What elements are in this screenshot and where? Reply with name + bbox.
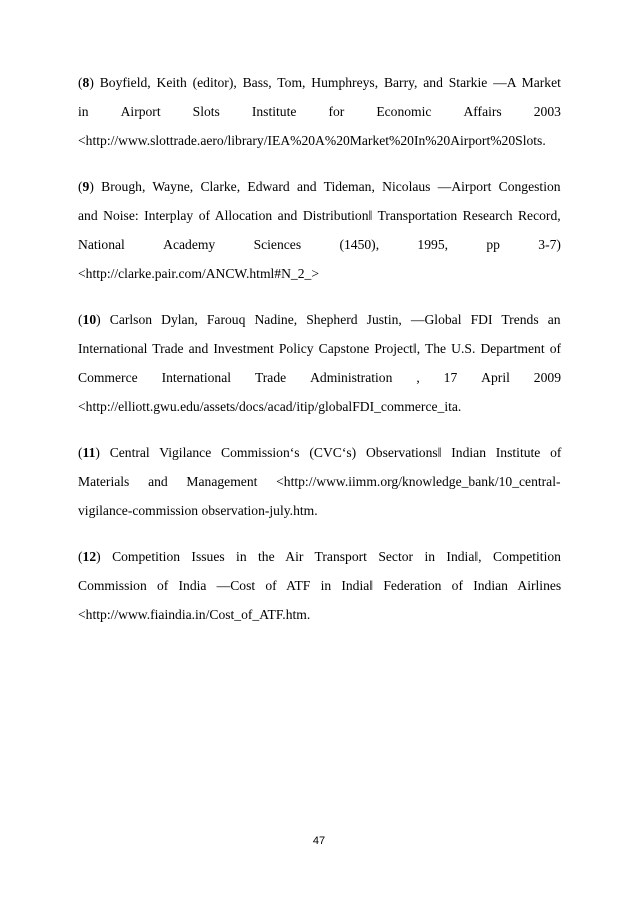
reference-word: 17 [443, 370, 458, 385]
reference-line: (10) Carlson Dylan, Farouq Nadine, Shepherd Justin, ―Global FDI Trends an [78, 312, 561, 327]
reference-word: Commerce [78, 370, 138, 385]
reference-text: Competition Issues in the Air Transport Sector in India‖, Competition [112, 549, 561, 564]
reference-word: in [78, 104, 89, 119]
reference-number: 9 [82, 179, 90, 194]
reference-line [78, 97, 561, 126]
reference-line: (11) Central Vigilance Commission‘s (CVC‘s) Observations‖ Indian Institute of [78, 445, 562, 460]
reference-line [78, 259, 561, 288]
reference-word: pp [486, 237, 500, 252]
reference-word: International [161, 370, 232, 385]
reference-entry [78, 542, 561, 629]
reference-word: April [481, 370, 510, 385]
reference-word: National [78, 237, 125, 252]
reference-word: 1995, [417, 237, 449, 252]
page-number: 47 [312, 835, 326, 847]
reference-line [78, 201, 561, 230]
reference-word: Sciences [253, 237, 302, 252]
reference-text: vigilance-commission observation-july.htm. [78, 503, 318, 518]
reference-list [78, 68, 561, 646]
reference-word: Slots [192, 104, 220, 119]
reference-number: 12 [82, 549, 97, 564]
reference-entry [78, 438, 561, 525]
reference-line [78, 600, 561, 629]
reference-number: 8 [82, 75, 90, 90]
reference-text: Carlson Dylan, Farouq Nadine, Shepherd Justin, ―Global FDI Trends an [109, 312, 561, 327]
reference-text: Commission of India ―Cost of ATF in India‖ Federation of Indian Airlines [78, 578, 562, 593]
reference-word: 2003 [533, 104, 561, 119]
reference-text: <http://www.slottrade.aero/library/IEA%20A%20Market%20In%20Airport%20Slots. [78, 133, 546, 148]
reference-line [78, 496, 561, 525]
reference-text: <http://elliott.gwu.edu/assets/docs/acad/itip/globalFDI_commerce_ita. [78, 399, 462, 414]
reference-text: and Noise: Interplay of Allocation and Distribution‖ Transportation Research Record, [78, 208, 561, 223]
reference-line [78, 467, 561, 496]
reference-line: (9) Brough, Wayne, Clarke, Edward and Tideman, Nicolaus ―Airport Congestion [78, 179, 561, 194]
reference-word: 3-7) [538, 237, 561, 252]
reference-word: Institute [251, 104, 297, 119]
reference-line: (8) Boyfield, Keith (editor), Bass, Tom, Humphreys, Barry, and Starkie ―A Market [78, 75, 561, 90]
reference-text: <http://clarke.pair.com/ANCW.html#N_2_> [78, 266, 319, 281]
reference-word: Affairs [463, 104, 502, 119]
reference-line [78, 126, 561, 155]
reference-word: , [416, 370, 420, 385]
reference-line: (12) Competition Issues in the Air Transport Sector in India‖, Competition [78, 549, 561, 564]
reference-text: Boyfield, Keith (editor), Bass, Tom, Humphreys, Barry, and Starkie ―A Market [99, 75, 561, 90]
reference-line [78, 571, 561, 600]
reference-text: Brough, Wayne, Clarke, Edward and Tideman, Nicolaus ―Airport Congestion [101, 179, 561, 194]
reference-text: Central Vigilance Commission‘s (CVC‘s) Observations‖ Indian Institute of [109, 445, 562, 460]
reference-entry [78, 305, 561, 421]
reference-text: <http://www.fiaindia.in/Cost_of_ATF.htm. [78, 607, 311, 622]
reference-word: 2009 [533, 370, 561, 385]
reference-line [78, 334, 561, 363]
reference-text: International Trade and Investment Policy Capstone Project‖, The U.S. Department of [78, 341, 562, 356]
reference-number: 11 [82, 445, 96, 460]
reference-word: Economic [376, 104, 432, 119]
reference-line [78, 230, 561, 259]
reference-word: Administration [310, 370, 393, 385]
reference-line [78, 363, 561, 392]
reference-word: Airport [120, 104, 161, 119]
reference-entry [78, 68, 561, 155]
reference-word: Trade [254, 370, 287, 385]
reference-number: 10 [82, 312, 97, 327]
reference-line [78, 392, 561, 421]
reference-word: (1450), [339, 237, 380, 252]
reference-word: Academy [163, 237, 216, 252]
reference-text: Materials and Management <http://www.iimm.org/knowledge_bank/10_central- [78, 474, 561, 489]
reference-entry [78, 172, 561, 288]
reference-word: for [328, 104, 345, 119]
